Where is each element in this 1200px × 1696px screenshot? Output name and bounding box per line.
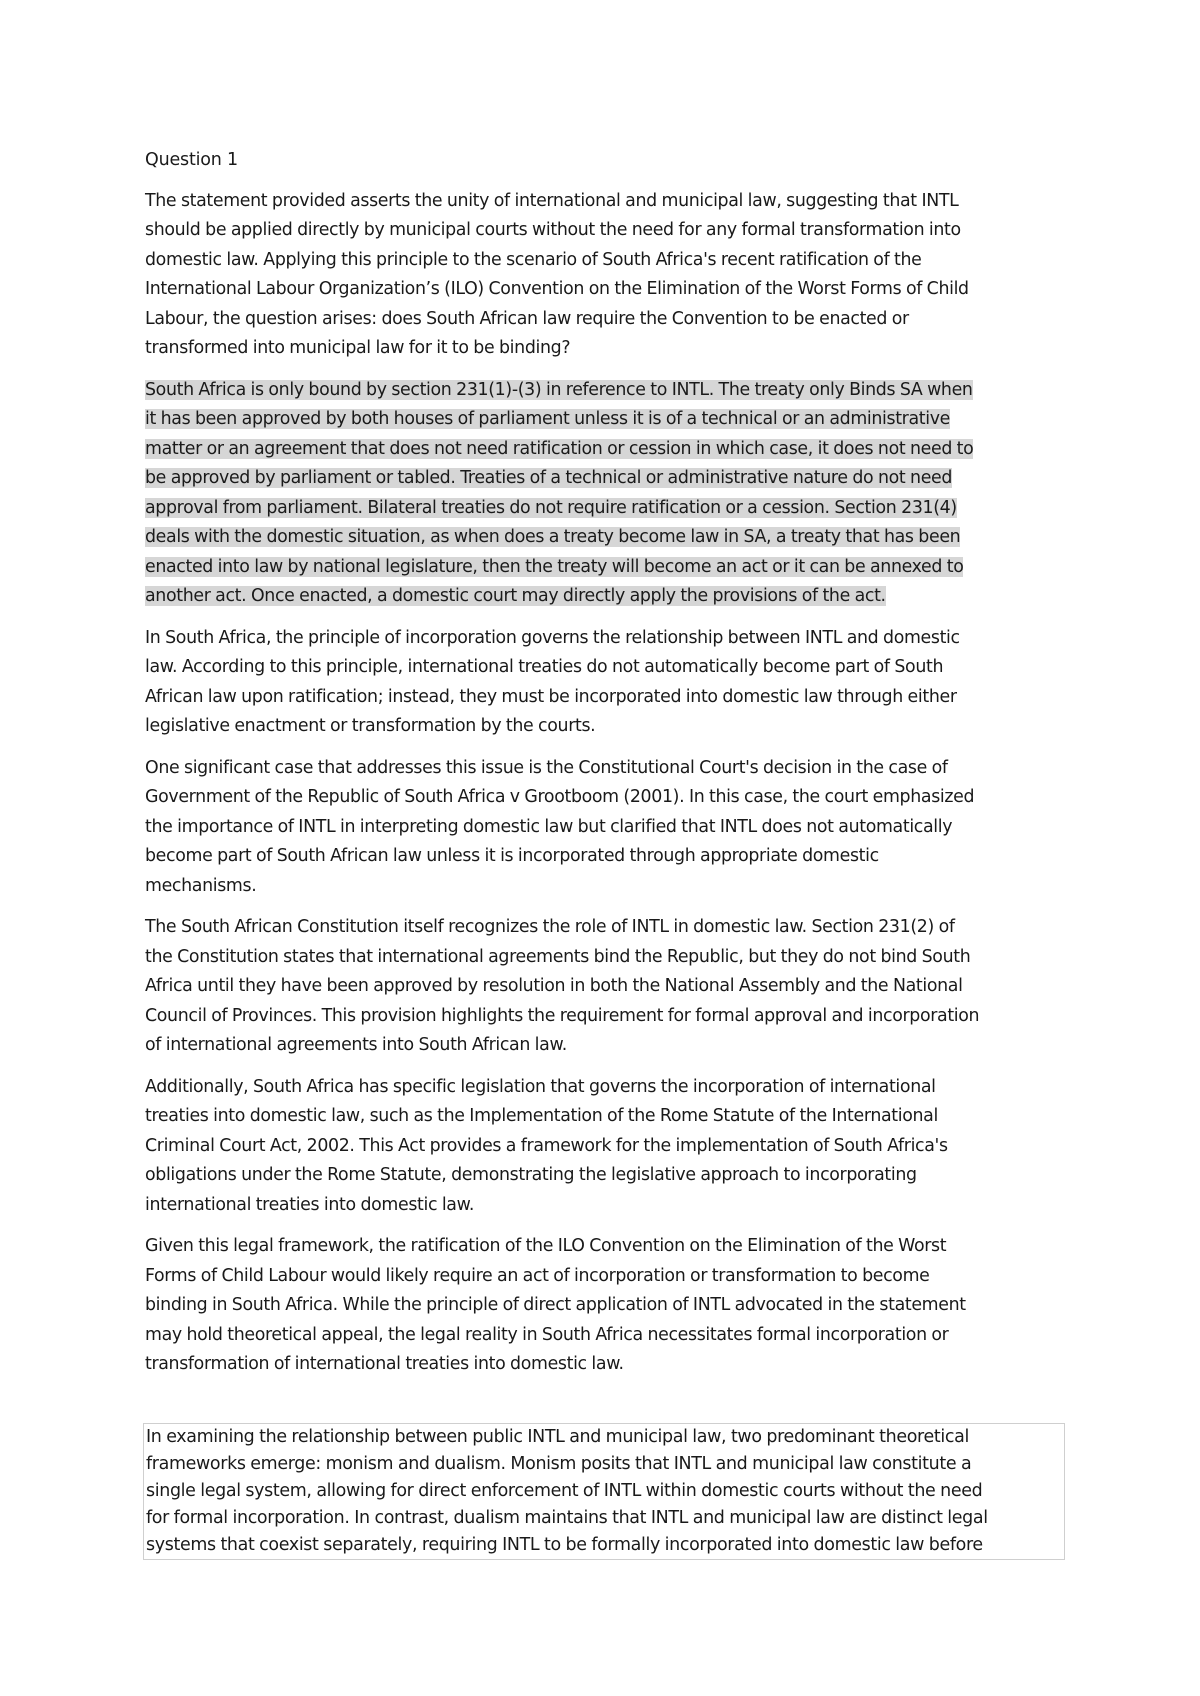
question-heading: Question 1 — [145, 150, 238, 170]
text-line: the importance of INTL in interpreting domestic law but clarified that INTL does not automatically — [145, 816, 953, 837]
paragraph-4 — [145, 754, 1055, 902]
highlighted-text-line: be approved by parliament or tabled. Treaties of a technical or administrative nature do not need — [145, 468, 953, 488]
text-line: treaties into domestic law, such as the Implementation of the Rome Statute of the International — [145, 1106, 938, 1126]
text-line: Additionally, South Africa has specific legislation that governs the incorporation of international — [145, 1076, 936, 1097]
paragraph-3 — [145, 624, 1055, 742]
text-line: the Constitution states that international agreements bind the Republic, but they do not bind South — [145, 946, 971, 967]
highlighted-text-line: another act. Once enacted, a domestic court may directly apply the provisions of the act. — [145, 586, 886, 606]
text-line: Africa until they have been approved by resolution in both the National Assembly and the National — [145, 976, 963, 996]
text-line: Criminal Court Act, 2002. This Act provides a framework for the implementation of South Africa's — [145, 1135, 948, 1156]
text-line: domestic law. Applying this principle to the scenario of South Africa's recent ratification of the — [145, 249, 922, 270]
highlighted-text-line: South Africa is only bound by section 231(1)-(3) in reference to INTL. The treaty only Binds SA when — [145, 379, 973, 400]
text-line: International Labour Organization’s (ILO) Convention on the Elimination of the Worst Forms of Child — [145, 279, 969, 299]
text-line: mechanisms. — [145, 875, 257, 896]
text-line: In examining the relationship between public INTL and municipal law, two predominant theoretical — [146, 1427, 969, 1447]
paragraph-5 — [145, 913, 1055, 1061]
text-line: African law upon ratification; instead, they must be incorporated into domestic law through either — [145, 686, 957, 707]
text-line: One significant case that addresses this issue is the Constitutional Court's decision in the case of — [145, 757, 948, 778]
text-line: binding in South Africa. While the principle of direct application of INTL advocated in the statement — [145, 1295, 966, 1315]
highlighted-text-line: matter or an agreement that does not need ratification or cession in which case, it does not need to — [145, 438, 974, 459]
highlighted-text-line: enacted into law by national legislature, then the treaty will become an act or it can be annexed to — [145, 556, 964, 577]
text-line: should be applied directly by municipal courts without the need for any formal transformation into — [145, 220, 961, 240]
paragraph-7 — [145, 1232, 1055, 1380]
text-line: In South Africa, the principle of incorporation governs the relationship between INTL and domestic — [145, 627, 960, 648]
text-line: become part of South African law unless it is incorporated through appropriate domestic — [145, 846, 879, 866]
text-line: may hold theoretical appeal, the legal reality in South Africa necessitates formal incorporation or — [145, 1324, 949, 1345]
highlighted-paragraph — [145, 376, 1055, 612]
text-line: obligations under the Rome Statute, demonstrating the legislative approach to incorporating — [145, 1165, 917, 1185]
text-line: systems that coexist separately, requiring INTL to be formally incorporated into domestic law before — [146, 1535, 983, 1555]
text-line: transformation of international treaties into domestic law. — [145, 1354, 624, 1374]
highlighted-text-line: it has been approved by both houses of parliament unless it is of a technical or an administrative — [145, 409, 950, 429]
text-line: Labour, the question arises: does South African law require the Convention to be enacted or — [145, 308, 909, 329]
text-line: Council of Provinces. This provision highlights the requirement for formal approval and incorporation — [145, 1005, 980, 1026]
highlighted-text-line: deals with the domestic situation, as when does a treaty become law in SA, a treaty that has been — [145, 527, 961, 547]
text-line: legislative enactment or transformation by the courts. — [145, 716, 596, 736]
highlighted-text-line: approval from parliament. Bilateral treaties do not require ratification or a cession. Section 231(4) — [145, 497, 957, 518]
document-body — [145, 146, 1055, 1392]
paragraph-1 — [145, 187, 1055, 364]
text-line: transformed into municipal law for it to be binding? — [145, 338, 571, 358]
text-line: The statement provided asserts the unity of international and municipal law, suggesting that INTL — [145, 190, 959, 211]
boxed-text-block — [143, 1423, 1065, 1560]
text-line: Government of the Republic of South Africa v Grootboom (2001). In this case, the court emphasized — [145, 787, 975, 807]
paragraph-6 — [145, 1073, 1055, 1221]
text-line: international treaties into domestic law. — [145, 1194, 475, 1215]
text-line: Given this legal framework, the ratification of the ILO Convention on the Elimination of the Worst — [145, 1236, 947, 1256]
text-line: The South African Constitution itself recognizes the role of INTL in domestic law. Section 231(2) of — [145, 917, 955, 937]
text-line: law. According to this principle, international treaties do not automatically become part of South — [145, 657, 944, 677]
text-line: frameworks emerge: monism and dualism. Monism posits that INTL and municipal law constitute a — [146, 1454, 972, 1474]
text-line: for formal incorporation. In contrast, dualism maintains that INTL and municipal law are distinct legal — [146, 1508, 988, 1528]
text-line: Forms of Child Labour would likely require an act of incorporation or transformation to become — [145, 1265, 930, 1286]
text-line: of international agreements into South African law. — [145, 1035, 567, 1055]
text-line: single legal system, allowing for direct enforcement of INTL within domestic courts without the need — [146, 1481, 983, 1501]
